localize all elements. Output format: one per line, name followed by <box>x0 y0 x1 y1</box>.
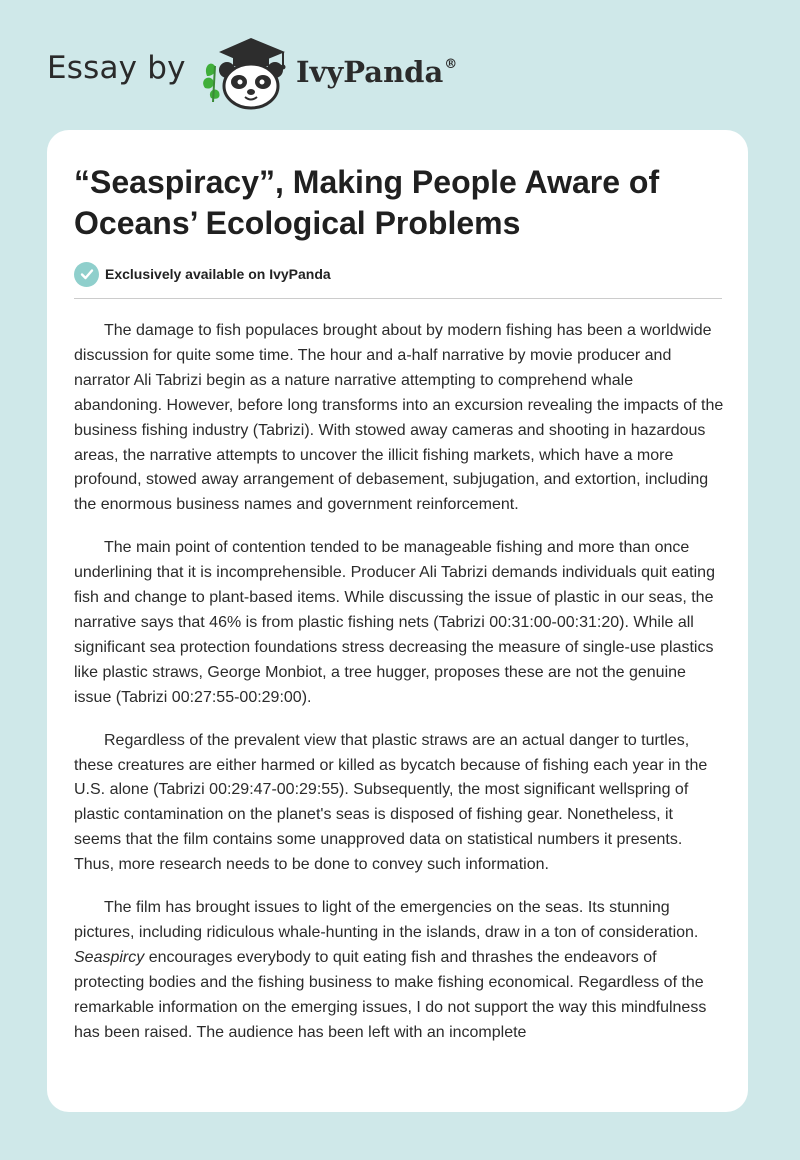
paragraph: The main point of contention tended to be manageable fishing and more than once underlining that it is incomprehensible. Producer Ali Tabrizi demands individuals quit eating fish and change to plant-based items. While discussing the issue of plastic in our seas, the narrative says that 46% is from plastic fishing nets (Tabrizi 00:31:00-00:31:20). While all significant sea protection foundations stress decreasing the measure of single-use plastics like plastic straws, George Monbiot, a tree hugger, proposes these are not the genuine issue (Tabrizi 00:27:55-00:29:00). <box>74 539 715 706</box>
film-title: Seaspircy <box>74 948 145 966</box>
paragraph: Regardless of the prevalent view that plastic straws are an actual danger to turtles, these creatures are either harmed or killed as bycatch because of fishing each year in the U.S. alone (Tabrizi 00:29:47-00:29:55). Subsequently, the most significant wellspring of plastic contamination on the planet's seas is disposed of fishing gear. Nonetheless, it seems that the film contains some unapproved data on statistical numbers it presents. Thus, more research needs to be done to convey such information. <box>74 731 708 874</box>
panda-graduate-logo-icon[interactable] <box>201 36 297 110</box>
exclusive-badge <box>74 261 721 287</box>
essay-card <box>47 130 748 1112</box>
paragraph: The damage to fish populaces brought about by modern fishing has been a worldwide discussion for quite some time. The hour and a-half narrative by movie producer and narrator Ali Tabrizi begin as a nature narrative attempting to comprehend whale abandoning. However, before long transforms into an excursion revealing the impacts of the business fishing industry (Tabrizi). With stowed away cameras and shooting in hazardous areas, the narrative attempts to uncover the illicit fishing markets, which have a more profound, stowed away arrangement of debasement, subjugation, and extortion, including the enormous business names and government reinforcement. <box>74 322 724 514</box>
registered-mark: ® <box>444 57 458 72</box>
paragraph-text: The film has brought issues to light of the emergencies on the seas. Its stunning pictures, including ridiculous whale-hunting in the islands, draw in a ton of consideration. <box>74 899 699 941</box>
exclusive-label: Exclusively available on IvyPanda <box>105 266 331 282</box>
divider <box>74 298 722 299</box>
site-header <box>0 0 800 120</box>
essay-by-label: Essay by <box>47 50 186 86</box>
check-icon <box>74 262 99 287</box>
essay-title: “Seaspiracy”, Making People Aware of Oceans’ Ecological Problems <box>74 164 660 241</box>
essay-body <box>74 319 724 1045</box>
paragraph <box>74 896 724 1045</box>
paragraph-text: encourages everybody to quit eating fish and thrashes the endeavors of protecting bodies and the fishing business to make fishing economical. Regardless of the remarkable information on the emerging issues, I do not support the way this mindfulness has been raised. The audience has been left with an incomplete <box>74 948 707 1041</box>
brand-text: IvyPanda <box>296 55 444 89</box>
brand-name[interactable] <box>296 55 457 89</box>
